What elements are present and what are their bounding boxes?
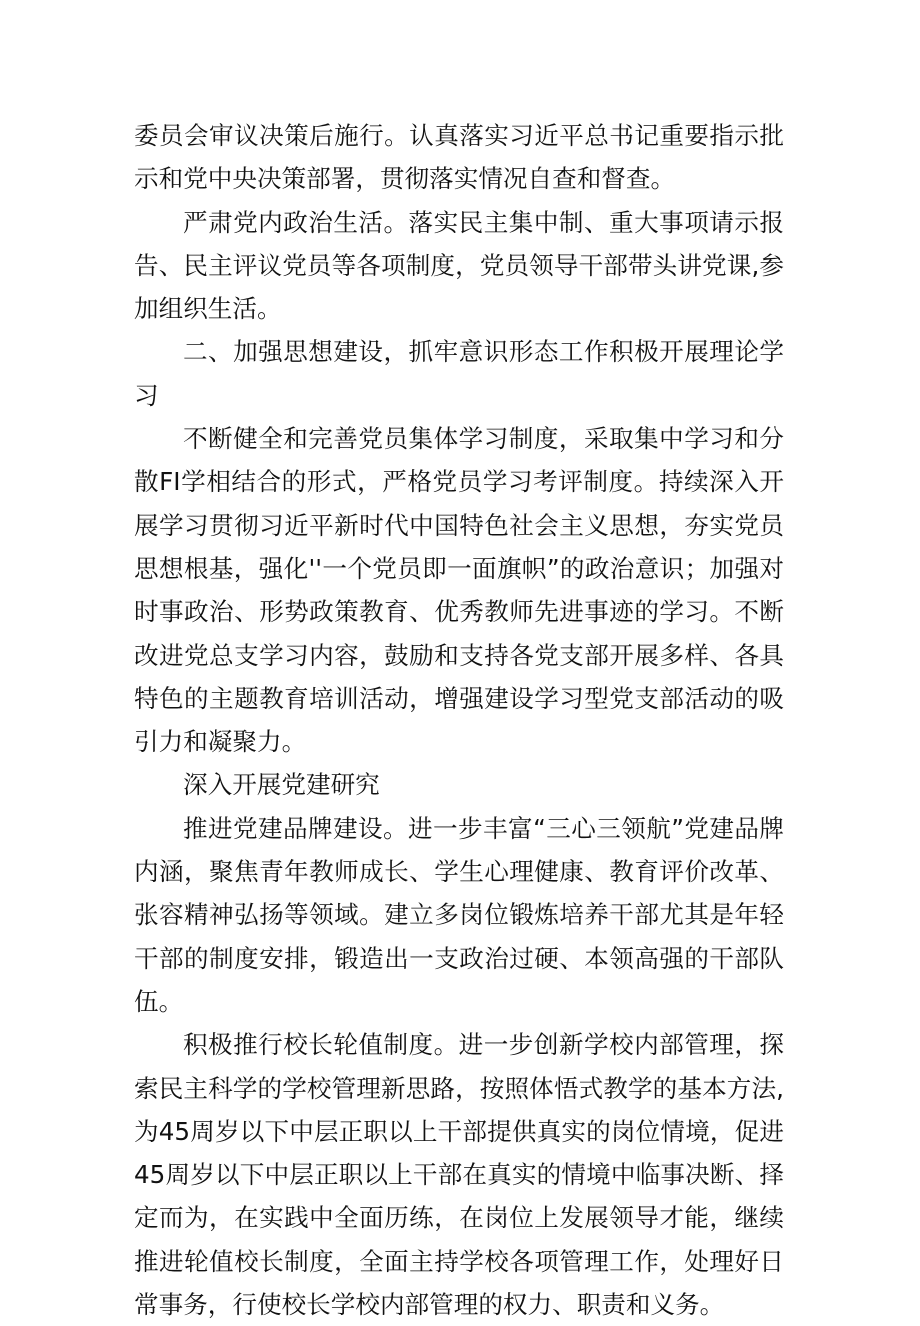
document-body bbox=[134, 114, 784, 1326]
paragraph-study-system: 不断健全和完善党员集体学习制度，采取集中学习和分散FI学相结合的形式，严格党员学习考评制度。持续深入开展学习贯彻习近平新时代中国特色社会主义思想，夯实党员思想根基，强化''一个党员即一面旗帜”的政治意识；加强对时事政治、形势政策教育、优秀教师先进事迹的学习。不断改进党总支学习内容，鼓励和支持各党支部开展多样、各具特色的主题教育培训活动，增强建设学习型党支部活动的吸引力和凝聚力。 bbox=[134, 424, 784, 757]
paragraph-continued-decision: 委员会审议决策后施行。认真落实习近平总书记重要指示批示和党中央决策部署，贯彻落实情况自查和督查。 bbox=[134, 121, 784, 194]
paragraph-brand-building: 推进党建品牌建设。进一步丰富“三心三领航”党建品牌内涵，聚焦青年教师成长、学生心理健康、教育评价改革、张容精神弘扬等领域。建立多岗位锻炼培养干部尤其是年轻干部的制度安排，锻造出一支政治过硬、本领高强的干部队伍。 bbox=[134, 813, 784, 1016]
paragraph-party-political-life: 严肃党内政治生活。落实民主集中制、重大事项请示报告、民主评议党员等各项制度，党员领导干部带头讲党课,参加组织生活。 bbox=[134, 207, 784, 324]
section-heading-ideological-building: 二、加强思想建设，抓牢意识形态工作积极开展理论学习 bbox=[134, 337, 784, 410]
subheading-party-building-research: 深入开展党建研究 bbox=[183, 770, 380, 800]
paragraph-rotating-principal: 积极推行校长轮值制度。进一步创新学校内部管理，探索民主科学的学校管理新思路，按照体悟式教学的基本方法,为45周岁以下中层正职以上干部提供真实的岗位情境，促进45周岁以下中层正职以上干部在真实的情境中临事决断、择定而为，在实践中全面历练，在岗位上发展领导才能，继续推进轮值校长制度，全面主持学校各项管理工作，处理好日常事务，行使校长学校内部管理的权力、职责和义务。 bbox=[134, 1030, 784, 1320]
